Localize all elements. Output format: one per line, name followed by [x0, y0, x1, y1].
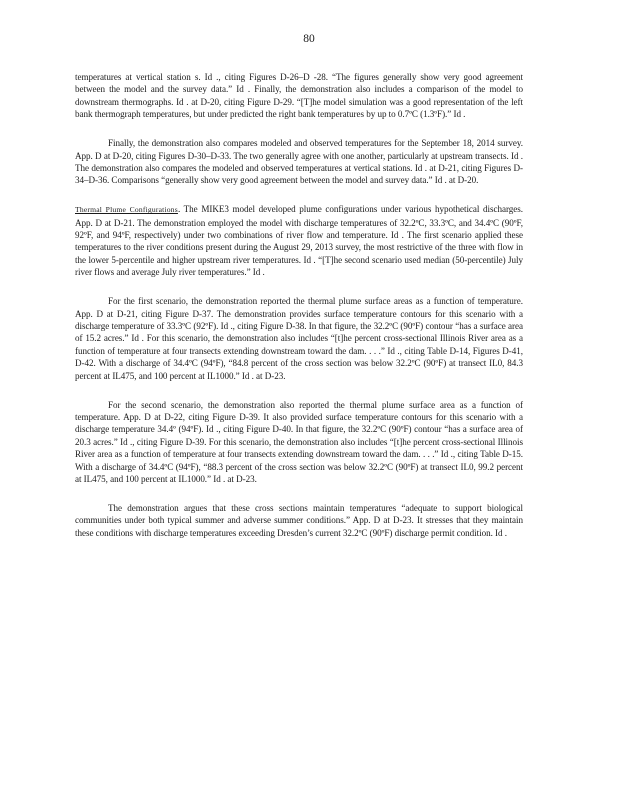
paragraph-conclusion: The demonstration argues that these cross sections maintain temperatures “adequate to support biological communities under both typical summer and adverse summer conditions.” App. D at D-23. It stresses that they maintain these conditions with discharge temperatures exceeding Dresden’s current 32.2ºC (90ºF) discharge permit condition. Id . [75, 502, 523, 538]
document-body [75, 71, 523, 556]
paragraph-second-scenario: For the second scenario, the demonstration also reported the thermal plume surface area as a function of temperature. App. D at D-22, citing Figure D-39. It also provided surface temperature contours for this scenario with a discharge temperature 34.4º (94ºF). Id ., citing Figure D-40. In that figure, the 32.2ºC (90ºF) contour “has a surface area of 20.3 acres.” Id ., citing Figure D-39. For this scenario, the demonstration also includes “[t]he percent cross-sectional Illinois River area as a function of temperature at four transects extending downstream toward the dam. . . .” Id ., citing Table D-15. With a discharge of 34.4ºC (94ºF), “88.3 percent of the cross section was below 32.2ºC (90ºF) at transect IL0, 99.2 percent at IL475, and 100 percent at IL1000.” Id . at D-23. [75, 399, 523, 484]
paragraph-first-scenario: For the first scenario, the demonstration reported the thermal plume surface areas as a function of temperature. App. D at D-21, citing Figure D-37. The demonstration provides surface temperature contours for this scenario with a discharge temperature of 33.3ºC (92ºF). Id ., citing Figure D-38. In that figure, the 32.2ºC (90ºF) contour “has a surface area of 15.2 acres.” Id . For this scenario, the demonstration also includes “[t]he percent cross-sectional Illinois River area as a function of temperature at four transects extending downstream toward the dam. . . .” Id ., citing Table D-14, Figures D-41, D-42. With a discharge of 34.4ºC (94ºF), “84.8 percent of the cross section was below 32.2ºC (90ºF) at transect IL0, 84.3 percent at IL475, and 100 percent at IL1000.” Id . at D-23. [75, 296, 523, 381]
paragraph-thermal-plume [75, 203, 523, 278]
thermal-plume-text: . The MIKE3 model developed plume configurations under various hypothetical discharges. App. D at D-21. The demonstration employed the model with discharge temperatures of 32.2ºC, 33.3ºC, and 34.4ºC (90ºF, 92ºF, and 94ºF, respectively) under two combinations of river flow and temperature. Id . The first scenario applied these temperatures to the river conditions present during the August 29, 2013 survey, the most restrictive of the three with flow in the lower 5-percentile and higher upstream river temperatures. Id . “[T]he second scenario used median (50-percentile) July river flows and average July river temperatures.” Id . [75, 204, 523, 278]
section-heading-thermal-plume: Thermal Plume Configurations [75, 205, 178, 215]
paragraph-september-survey: Finally, the demonstration also compares modeled and observed temperatures for the September 18, 2014 survey. App. D at D-20, citing Figures D-30–D-33. The two generally agree with one another, particularly at upstream transects. Id . The demonstration also compares the modeled and observed temperatures at vertical stations. Id . at D-21, citing Figures D-34–D-36. Comparisons “generally show very good agreement between the model and survey data.” Id . at D-20. [75, 138, 523, 186]
paragraph-survey-comparison: temperatures at vertical station s. Id ., citing Figures D-26–D -28. “The figures generally show very good agreement between the model and the survey data.” Id . Finally, the demonstration also includes a comparison of the model to downstream thermographs. Id . at D-20, citing Figure D-29. “[T]he model simulation was a good representation of the left bank thermograph temperatures, but under predicted the right bank temperatures by up to 0.7ºC (1.3ºF).” Id . [75, 72, 523, 120]
page-number: 80 [303, 33, 315, 45]
